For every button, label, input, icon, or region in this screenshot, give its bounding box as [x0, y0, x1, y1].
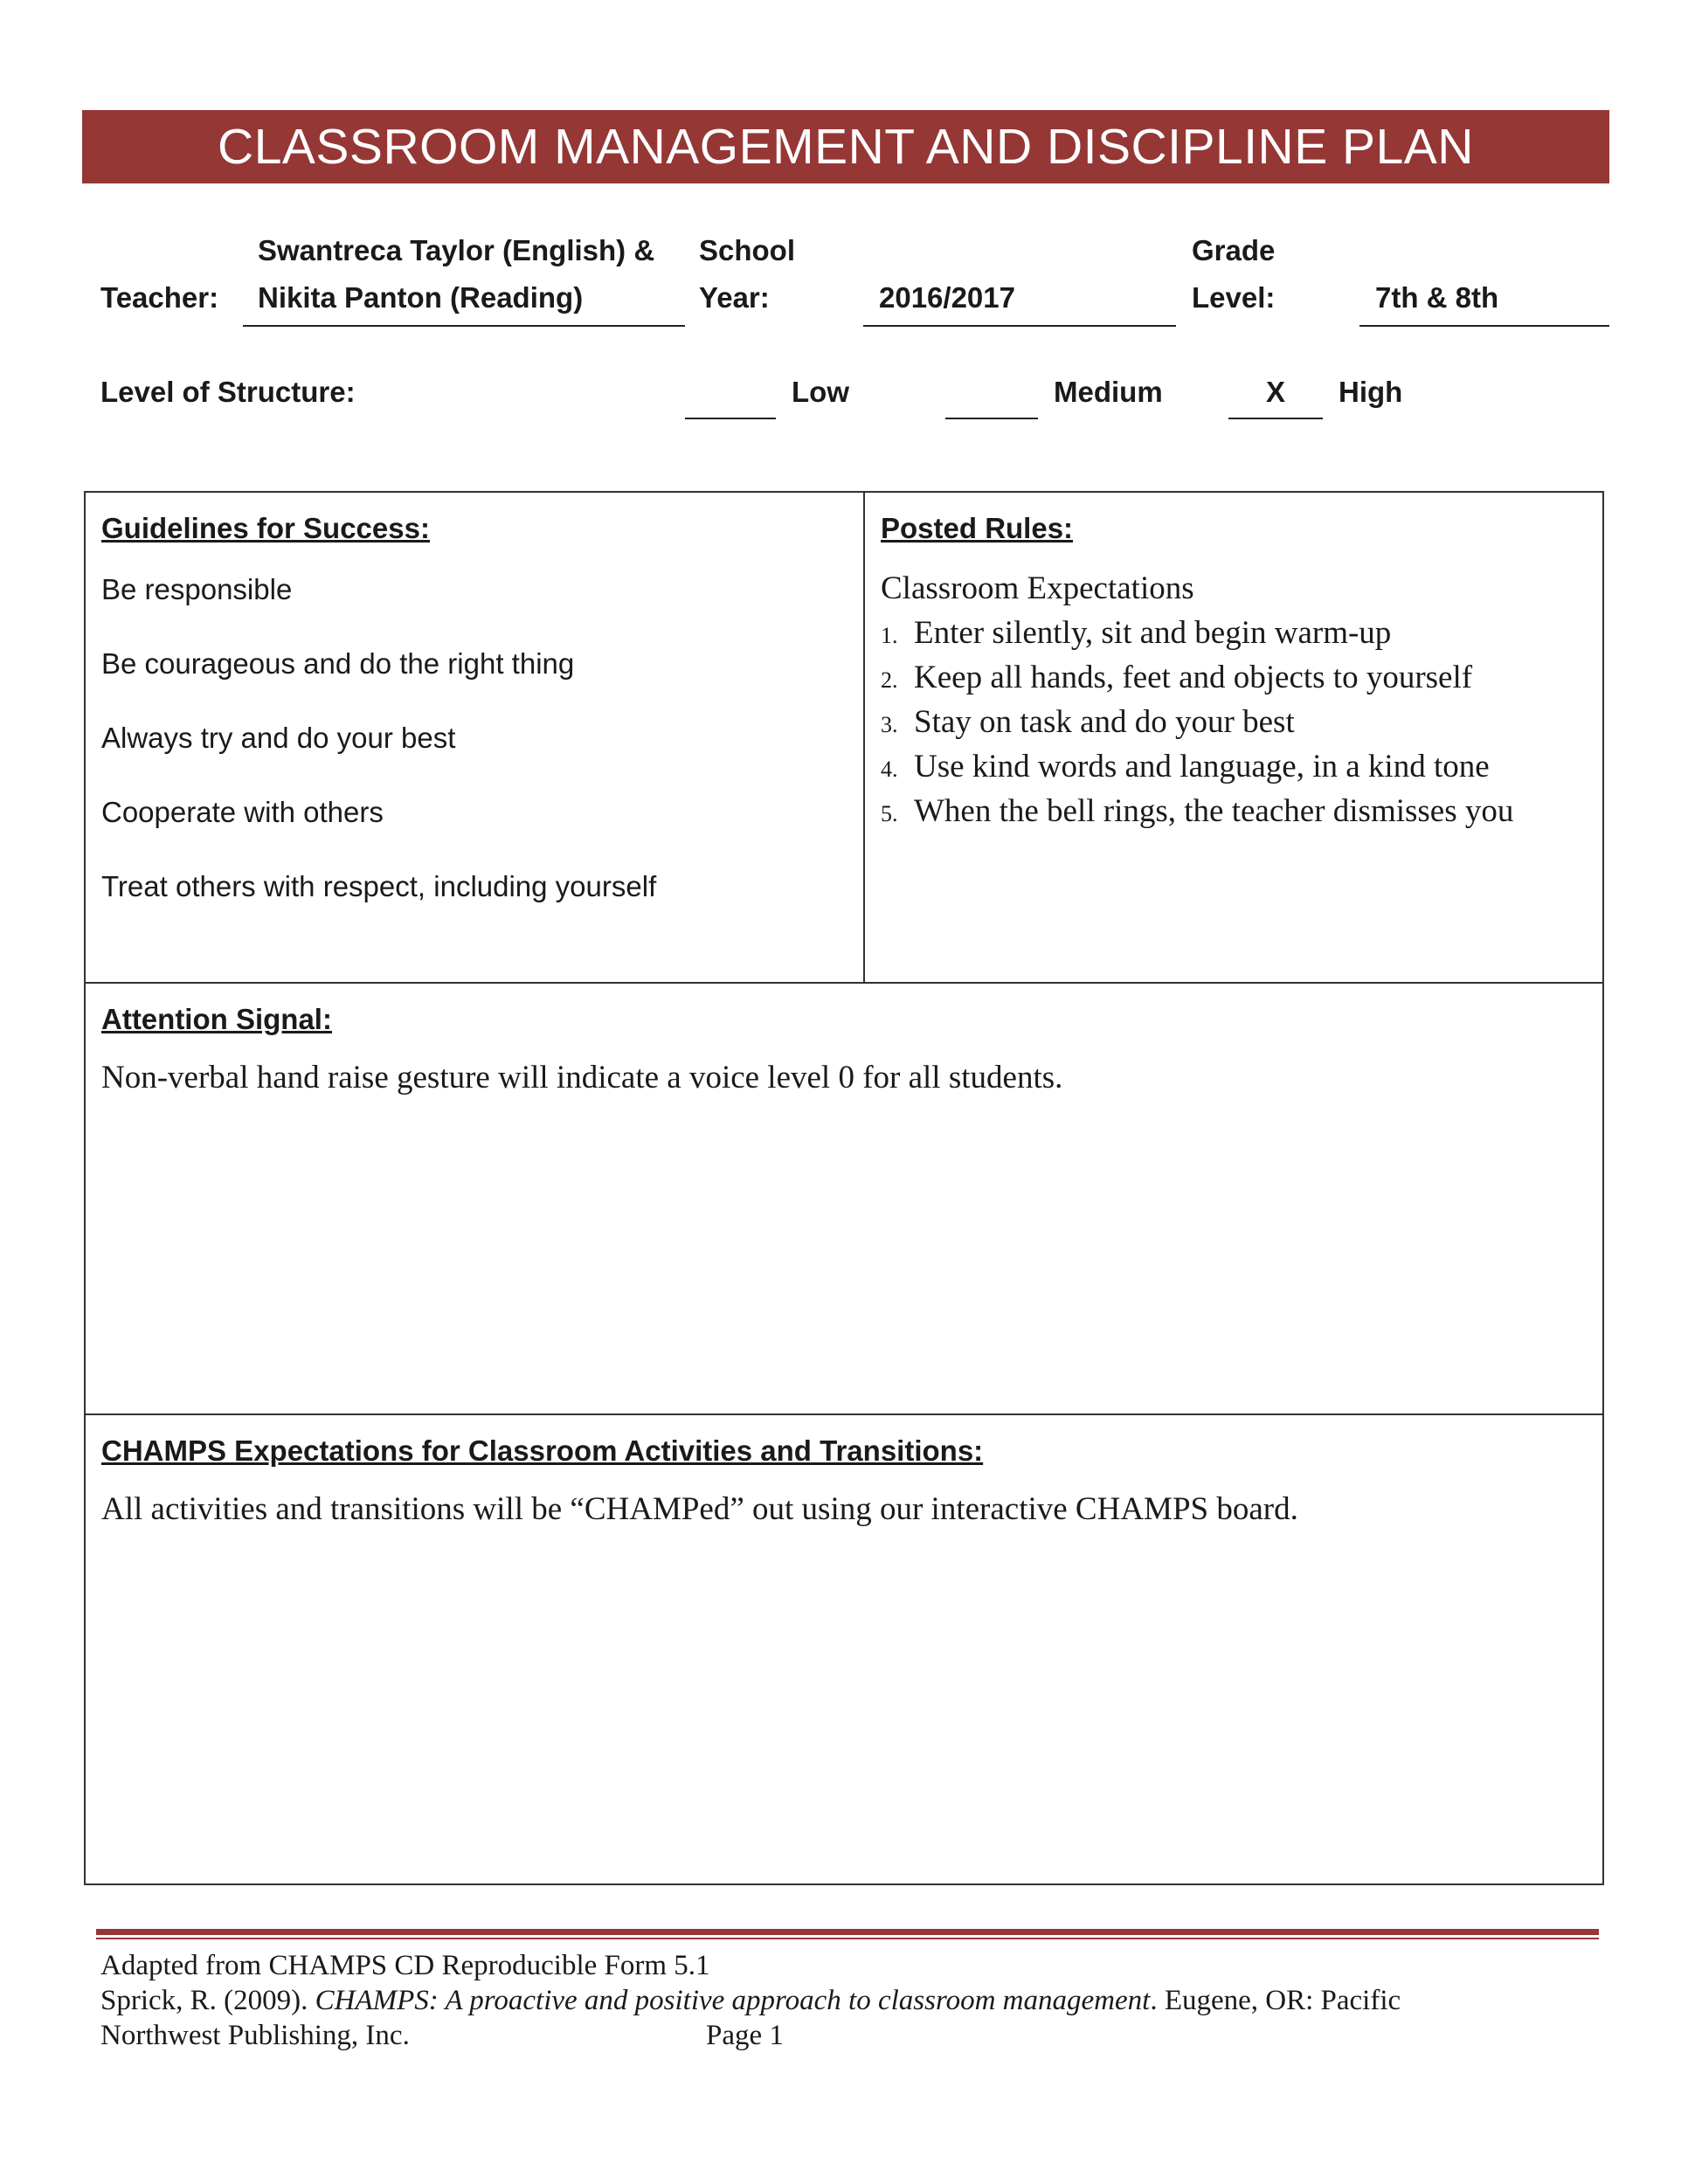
rule-text: When the bell rings, the teacher dismisses you — [914, 793, 1514, 829]
rule-item — [881, 792, 1513, 830]
teacher-name-line1: Swantreca Taylor (English) & — [258, 234, 655, 266]
attention-signal-text: Non-verbal hand raise gesture will indicate a voice level 0 for all students. — [101, 1060, 1063, 1095]
footer-rule-thin — [96, 1938, 1599, 1939]
school-year-underline — [863, 325, 1176, 327]
teacher-label: Teacher: — [100, 281, 219, 314]
rule-number: 5. — [881, 801, 898, 826]
structure-high-blank — [1228, 418, 1323, 419]
grade-level-label-line2: Level: — [1192, 281, 1276, 314]
footer-publisher: Northwest Publishing, Inc. — [100, 2020, 410, 2051]
school-year-value: 2016/2017 — [879, 281, 1015, 314]
rule-item — [881, 614, 1391, 652]
rule-number: 3. — [881, 712, 898, 737]
guideline-item: Treat others with respect, including yourself — [101, 870, 657, 902]
teacher-underline — [243, 325, 685, 327]
plan-table — [84, 491, 1604, 1885]
rule-number: 2. — [881, 667, 898, 693]
rule-text: Use kind words and language, in a kind tone — [914, 749, 1490, 784]
rules-heading: Classroom Expectations — [881, 570, 1194, 606]
structure-high-mark: X — [1265, 376, 1285, 408]
structure-low-label: Low — [792, 376, 849, 408]
rule-number: 4. — [881, 757, 898, 782]
school-year-label-line2: Year: — [699, 281, 770, 314]
page-number: Page 1 — [706, 2020, 784, 2051]
citation-publisher: . Eugene, OR: Pacific — [1150, 1985, 1401, 2016]
rule-text: Stay on task and do your best — [914, 704, 1295, 740]
structure-label: Level of Structure: — [100, 376, 356, 408]
rule-number: 1. — [881, 623, 898, 648]
champs-text: All activities and transitions will be “CHAMPed” out using our interactive CHAMPS board. — [101, 1491, 1298, 1527]
structure-low-blank — [685, 418, 776, 419]
column-divider — [863, 493, 865, 982]
footer-rule-thick — [96, 1929, 1599, 1935]
citation-title: CHAMPS: A proactive and positive approach to classroom management — [315, 1985, 1151, 2016]
structure-high-label: High — [1339, 376, 1403, 408]
citation-author: Sprick, R. (2009). — [100, 1985, 315, 2016]
rule-item — [881, 703, 1295, 741]
rule-text: Enter silently, sit and begin warm-up — [914, 615, 1392, 651]
guideline-item: Be responsible — [101, 573, 293, 605]
guideline-item: Always try and do your best — [101, 722, 456, 754]
rule-item — [881, 659, 1472, 696]
champs-title: CHAMPS Expectations for Classroom Activities and Transitions: — [101, 1434, 984, 1467]
structure-medium-blank — [945, 418, 1038, 419]
posted-rules-title: Posted Rules: — [881, 512, 1074, 544]
page-title-banner: CLASSROOM MANAGEMENT AND DISCIPLINE PLAN — [82, 110, 1609, 183]
teacher-name-line2: Nikita Panton (Reading) — [258, 281, 584, 314]
grade-level-value: 7th & 8th — [1375, 281, 1499, 314]
attention-signal-title: Attention Signal: — [101, 1003, 332, 1035]
rule-item — [881, 748, 1490, 785]
structure-medium-label: Medium — [1054, 376, 1163, 408]
guideline-item: Cooperate with others — [101, 796, 384, 828]
guidelines-title: Guidelines for Success: — [101, 512, 430, 544]
guideline-item: Be courageous and do the right thing — [101, 647, 575, 680]
school-year-label-line1: School — [699, 234, 796, 266]
grade-level-underline — [1359, 325, 1609, 327]
rule-text: Keep all hands, feet and objects to yourself — [914, 660, 1473, 695]
footer-adapted-from: Adapted from CHAMPS CD Reproducible Form 5.1 — [100, 1950, 710, 1981]
footer-citation — [100, 1985, 1401, 2017]
grade-level-label-line1: Grade — [1192, 234, 1276, 266]
row-divider-1 — [86, 982, 1602, 984]
row-divider-2 — [86, 1413, 1602, 1415]
